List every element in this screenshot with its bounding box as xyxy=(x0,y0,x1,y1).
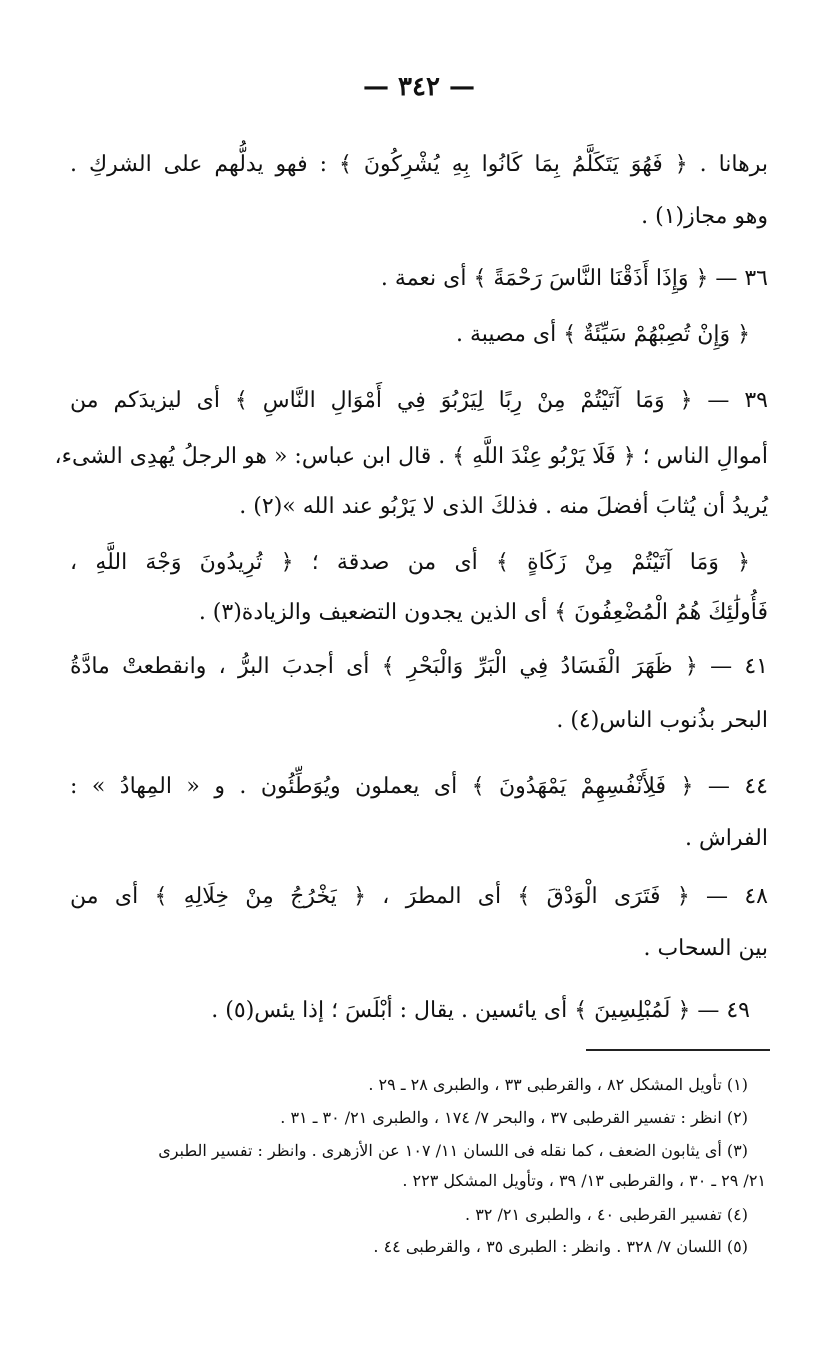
verse-entry-41: ٤١ — ﴿ ظَهَرَ الْفَسَادُ فِي الْبَرِّ وَالْبَحْرِ ﴾ أى أجدبَ البرُّ ، وانقطعتْ مادَّةُ xyxy=(70,654,768,679)
verse-entry-49: ٤٩ — ﴿ لَمُبْلِسِينَ ﴾ أى يائسين . يقال : أبْلَسَ ؛ إذا يئس(٥) . xyxy=(211,998,750,1023)
text-line: ﴿ وَمَا آتَيْتُمْ مِنْ زَكَاةٍ ﴾ أى من صدقة ؛ ﴿ تُرِيدُونَ وَجْهَ اللَّهِ ، xyxy=(70,550,750,575)
text-line: فَأُولَٰئِكَ هُمُ الْمُضْعِفُونَ ﴾ أى الذين يجدون التضعيف والزيادة(٣) . xyxy=(198,600,768,625)
verse-entry-36: ٣٦ — ﴿ وَإِذَا أَذَقْنَا النَّاسَ رَحْمَةً ﴾ أى نعمة . xyxy=(380,266,768,291)
text-line: أموالِ الناس ؛ ﴿ فَلَا يَرْبُو عِنْدَ اللَّهِ ﴾ . قال ابن عباس: « هو الرجلُ يُهدِى الشىء، xyxy=(54,444,768,469)
text-line: الفراش . xyxy=(684,826,768,851)
text-line: البحر بذُنوب الناس(٤) . xyxy=(556,708,768,733)
footnote-continuation: ٢١/ ٢٩ ـ ٣٠ ، والقرطبى ١٣/ ٣٩ ، وتأويل المشكل ٢٢٣ . xyxy=(402,1171,766,1190)
footnote: (٥) اللسان ٧/ ٣٢٨ . وانظر : الطبرى ٣٥ ، والقرطبى ٤٤ . xyxy=(373,1237,748,1256)
text-line: برهانا . ﴿ فَهُوَ يَتَكَلَّمُ بِمَا كَانُوا بِهِ يُشْرِكُونَ ﴾ : فهو يدلُّهم على الشركِ . xyxy=(70,152,768,177)
page-number: — ٣٤٢ — xyxy=(362,72,476,102)
text-line: وهو مجاز(١) . xyxy=(641,204,768,229)
footnote: (٣) أى يثابون الضعف ، كما نقله فى اللسان ١١/ ١٠٧ عن الأزهرى . وانظر : تفسير الطبرى xyxy=(158,1141,748,1160)
verse-entry-48: ٤٨ — ﴿ فَتَرَى الْوَدْقَ ﴾ أى المطرَ ، ﴿ يَخْرُجُ مِنْ خِلَالِهِ ﴾ أى من xyxy=(70,884,768,909)
footnote: (٤) تفسير القرطبى ٤٠ ، والطبرى ٢١/ ٣٢ . xyxy=(465,1205,748,1224)
verse-entry-44: ٤٤ — ﴿ فَلِأَنْفُسِهِمْ يَمْهَدُونَ ﴾ أى يعملون ويُوَطِّئُون . و « المِهادُ » : xyxy=(70,774,768,799)
verse-entry-39: ٣٩ — ﴿ وَمَا آتَيْتُمْ مِنْ رِبًا لِيَرْبُوَ فِي أَمْوَالِ النَّاسِ ﴾ أى ليزيدَكم من xyxy=(70,388,768,413)
text-line: بين السحاب . xyxy=(643,936,768,961)
text-line: يُريدُ أن يُثابَ أفضلَ منه . فذلكَ الذى لا يَرْبُو عند الله »(٢) . xyxy=(239,494,768,519)
footnote: (١) تأويل المشكل ٨٢ ، والقرطبى ٣٣ ، والطبرى ٢٨ ـ ٢٩ . xyxy=(368,1075,748,1094)
footnote-separator xyxy=(586,1049,770,1051)
footnote: (٢) انظر : تفسير القرطبى ٣٧ ، والبحر ٧/ ١٧٤ ، والطبرى ٢١/ ٣٠ ـ ٣١ . xyxy=(280,1108,748,1127)
text-line: ﴿ وَإِنْ تُصِبْهُمْ سَيِّئَةٌ ﴾ أى مصيبة . xyxy=(455,322,750,347)
